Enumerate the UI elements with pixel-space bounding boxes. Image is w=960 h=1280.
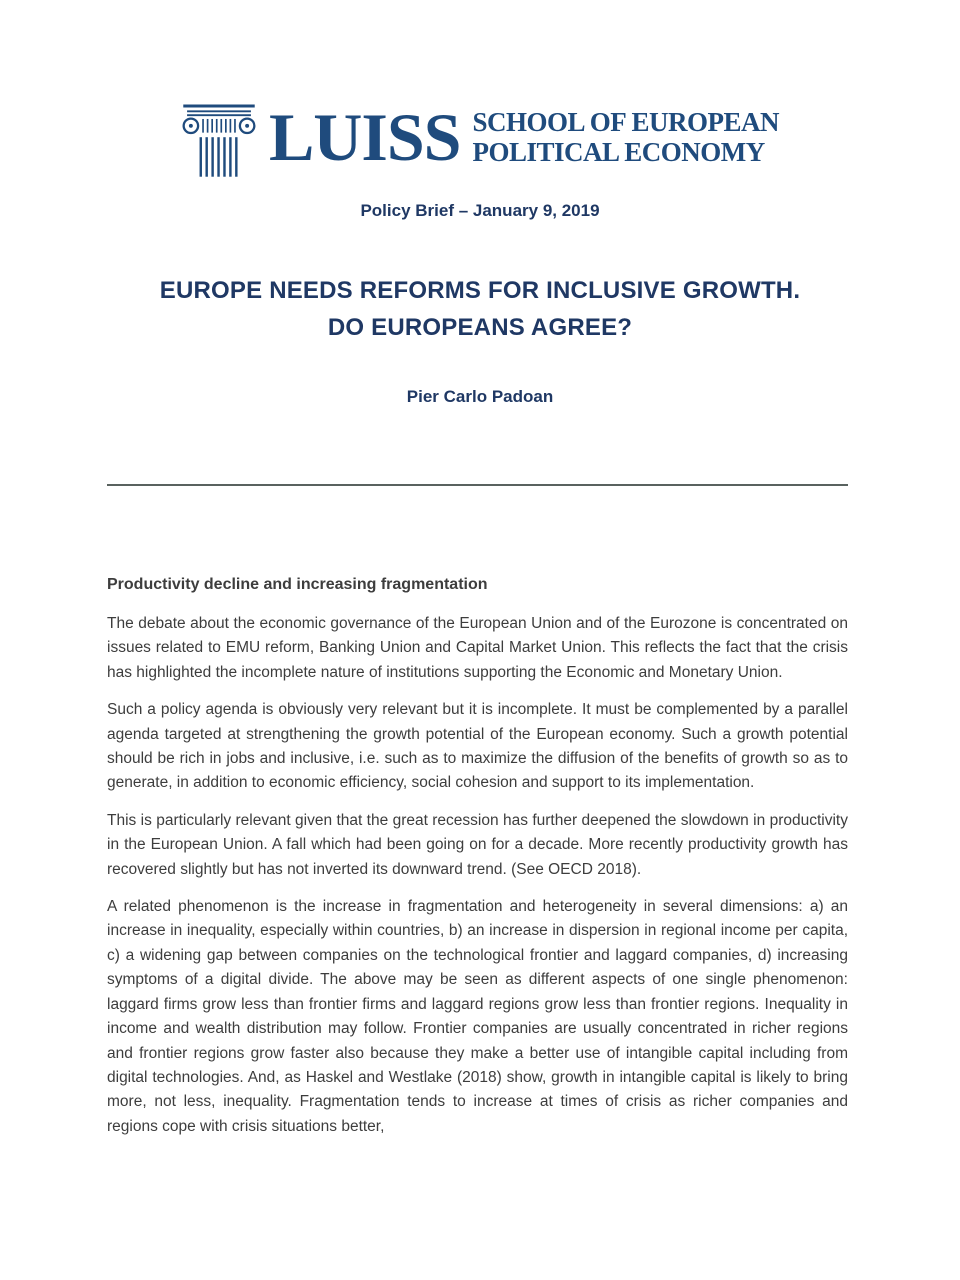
document-title-line1: EUROPE NEEDS REFORMS FOR INCLUSIVE GROWTH.: [159, 277, 801, 304]
author-name: Pier Carlo Padoan: [406, 387, 554, 406]
divider-line: [107, 484, 848, 486]
paragraph-4: A related phenomenon is the increase in fragmentation and heterogeneity in several dimensions: a) an increase in inequality, especially within countries, b) an increase in dispersion in regional income per capita, c) a widening gap between companies on the technological frontier and laggard companies, d) increasing symptoms of a digital divide. The above may be seen as different aspects of one single phenomenon: laggard firms grow less than frontier firms and laggard regions grow less than frontier regions. Inequality in income and wealth distribution may follow. Frontier companies are usually concentrated in richer regions and frontier regions grow faster also because they make a better use of intangible capital including from digital technologies. And, as Haskel and Westlake (2018) show, growth in intangible capital is likely to bring more, not less, inequality. Fragmentation tends to increase at times of crisis as richer companies and regions cope with crisis situations better,: [107, 898, 848, 1135]
luiss-wordmark: LUISS: [268, 99, 461, 175]
paragraph-2: Such a policy agenda is obviously very relevant but it is incomplete. It must be complemented by a parallel agenda targeted at strengthening the growth potential of the European economy. Such a growth potential should be rich in jobs and inclusive, i.e. such as to maximize the diffusion of the benefits of growth so as to generate, in addition to economic efficiency, social cohesion and support to its implementation.: [107, 701, 848, 792]
ionic-column-icon: [181, 102, 257, 185]
school-name: [473, 107, 780, 167]
article-body: [107, 575, 848, 1139]
school-name-line2: POLITICAL ECONOMY: [472, 137, 765, 167]
section-heading: Productivity decline and increasing fragmentation: [107, 576, 488, 593]
luiss-logo: [0, 100, 960, 180]
school-name-line1: SCHOOL OF EUROPEAN: [472, 107, 780, 137]
policy-brief-date: Policy Brief – January 9, 2019: [360, 201, 600, 220]
masthead: [0, 0, 960, 221]
paragraph-1: The debate about the economic governance of the European Union and of the Eurozone is concentrated on issues related to EMU reform, Banking Union and Capital Market Union. This reflects the fact that the crisis has highlighted the incomplete nature of institutions supporting the Economic and Monetary Union.: [107, 615, 848, 681]
document-title-line2: DO EUROPEANS AGREE?: [327, 314, 633, 341]
paragraph-3: This is particularly relevant given that the great recession has further deepened the slowdown in productivity in the European Union. A fall which had been going on for a decade. More recently productivity growth has recovered slightly but has not inverted its downward trend. (See OECD 2018).: [107, 811, 848, 878]
document-title: [0, 272, 960, 346]
